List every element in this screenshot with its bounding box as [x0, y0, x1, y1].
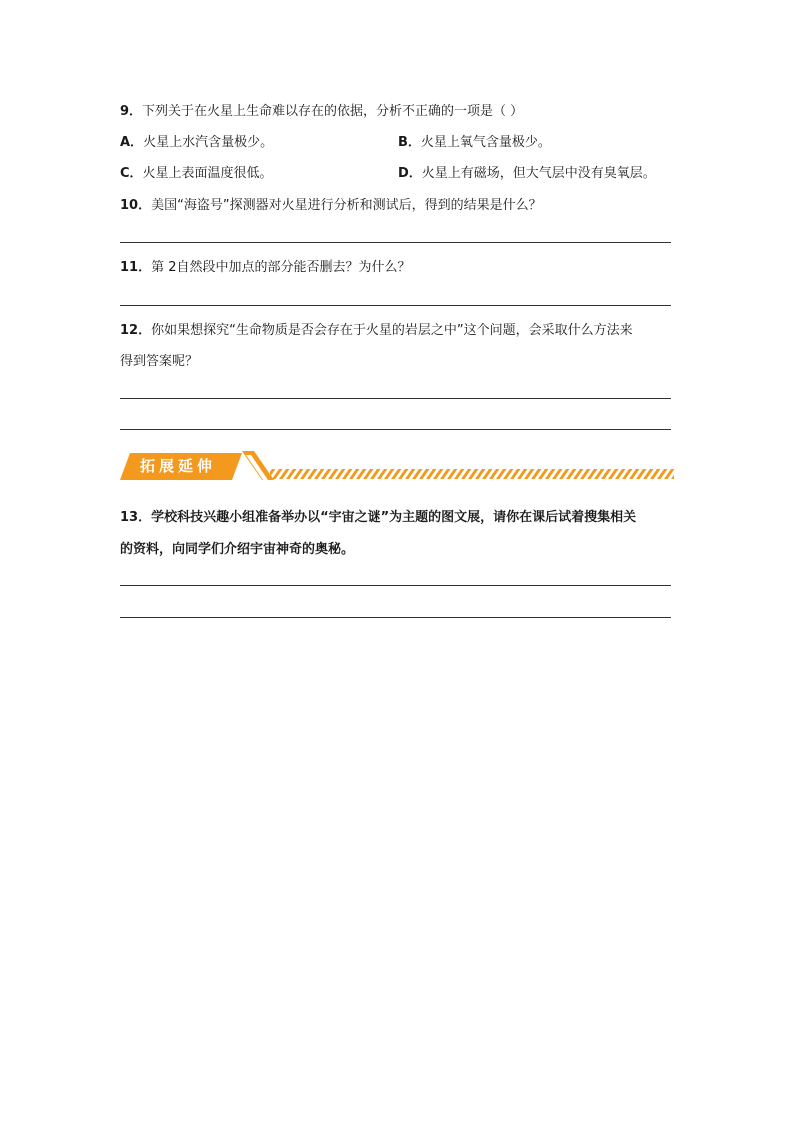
question-13-text-2: 的资料，向同学们介绍宇宙神奇的奥秘。 — [120, 542, 355, 557]
question-13-text-1: 学校科技兴趣小组准备举办以“宇宙之谜”为主题的图文展，请你在课后试着搜集相关 — [151, 510, 637, 525]
question-9-option-b[interactable] — [398, 134, 551, 152]
question-11-text: 第 2自然段中加点的部分能否删去？为什么？ — [151, 260, 411, 275]
question-9-option-d[interactable] — [398, 165, 656, 183]
option-b-letter: B． — [398, 135, 421, 150]
banner-stripe-bar — [270, 469, 674, 479]
option-b-text: 火星上氧气含量极少。 — [420, 135, 551, 150]
answer-line-q13-1[interactable] — [120, 585, 671, 586]
option-c-text: 火星上表面温度很低。 — [142, 166, 273, 181]
answer-line-q11[interactable] — [120, 305, 671, 306]
option-a-letter: A． — [120, 135, 144, 150]
answer-line-q13-2[interactable] — [120, 617, 671, 618]
answer-line-q10[interactable] — [120, 242, 671, 243]
section-title: 拓展延伸 — [140, 457, 217, 475]
question-12-line-2 — [120, 353, 198, 371]
question-12-line-1 — [120, 322, 633, 340]
answer-line-q12-1[interactable] — [120, 398, 671, 399]
question-9-text: 下列关于在火星上生命难以存在的依据，分析不正确的一项是（ ） — [142, 104, 524, 119]
section-banner — [118, 449, 674, 485]
question-9 — [120, 103, 523, 121]
question-10-number: 10． — [120, 198, 152, 213]
question-11 — [120, 259, 411, 277]
question-12-number: 12． — [120, 323, 152, 338]
question-13-line-2 — [120, 541, 354, 559]
answer-line-q12-2[interactable] — [120, 429, 671, 430]
question-9-option-c[interactable] — [120, 165, 273, 183]
question-10 — [120, 197, 542, 215]
question-9-option-a[interactable] — [120, 134, 273, 152]
question-13-line-1 — [120, 509, 636, 527]
question-13-number: 13． — [120, 510, 152, 525]
question-9-number: 9． — [120, 104, 143, 119]
option-d-letter: D． — [398, 166, 422, 181]
question-12-text-2: 得到答案呢？ — [120, 354, 199, 369]
question-11-number: 11． — [120, 260, 152, 275]
option-a-text: 火星上水汽含量极少。 — [143, 135, 274, 150]
option-d-text: 火星上有磁场，但大气层中没有臭氧层。 — [421, 166, 656, 181]
option-c-letter: C． — [120, 166, 143, 181]
question-12-text-1: 你如果想探究“生命物质是否会存在于火星的岩层之中”这个问题，会采取什么方法来 — [151, 323, 633, 338]
question-10-text: 美国“海盗号”探测器对火星进行分析和测试后，得到的结果是什么？ — [151, 198, 542, 213]
